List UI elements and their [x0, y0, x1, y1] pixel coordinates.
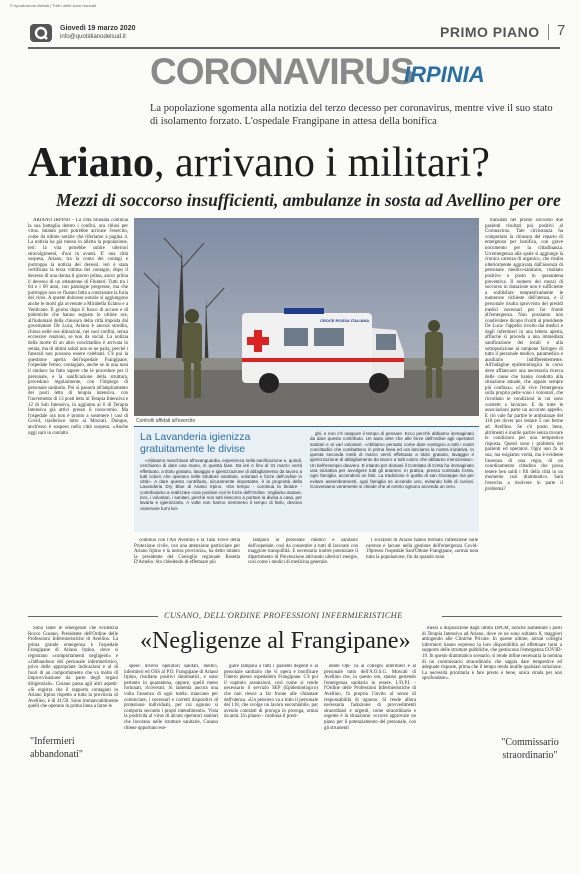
article-col-3: tamponi al personale medico e sanitario dell'ospedale, così da consentire a tutti di lavorare con maggiore tranquillità. E necessario inoltre potenziare il dipartimento di Prevenzione attivando ulteriori energie, così come i medici di medicina generale.	[248, 538, 358, 566]
bottom-kicker: CUSANO, DELL'ORDINE PROFESSIONI INFERMIERISTICHE	[164, 610, 403, 620]
bottom-col-2: spese: diversi operatori sanitari, medici, infermieri ed OSS al P.O. Frangipane di Ariano Irpino, risultano positivi sintomatici, e sono pertanto in quarantena, oppure, quelli meno fortunati, ricoverati. Si lamenta ancora una volta l'assenza di ogni tutela: mancano per cominciare, i necessari e corretti dispositivi di protezione individuali, per cui ognuno si comporta secondo i propri intendimenti». Vista la positività al virus di alcuni operatori sanitari che lavorano nelle strutture sanitarie, Cusano ritiene opportuno ese-	[124, 664, 218, 731]
box-col-a: «Abbiamo macchinari all'avanguardia, esperienza nella sanificazione e, quindi, cerchiamo di dare una mano, in questa fase. Da ieri e fino al 31 marzo verrà effettuato, a titolo gratuito, lavaggio e igienizzazione di abbigliamento da lavoro a tutti coloro che operano nelle strutture sanitarie, volontari e forze dell'ordine in città». A dare questo contributo, sicuramente importante, è la proprietà della Lavanderia Dry Blue di Ariano Irpino. «Da tempo - continua la titolare - contribuiamo a realizzare cose positive con le forze dell'Ordine. Vogliamo aiutare, loro, i volontari, i sanitari, perché non tutti riescono a portare la divisa a casa, per lavarla e igienizzarla. A volte non hanno nemmeno il tempo di farlo, devono osservare turni lun-	[140, 458, 302, 511]
kicker-summary: La popolazione sgomenta alla notizia del terzo decesso per coronavirus, mentre vive il suo stato di isolamento forzato. L'ospedale Frangipane in attesa della bonifica	[150, 103, 553, 127]
article-col-1: ARIANO IRPINO - La città blindata continua la sua battaglia dentro i confini, ora chiusi per virus. Intanto però potrebbe arrivare l'esercito, come da ultime notizie che riferiamo a pagina 4. La notizia ha già messo in allerta la popolazione, ieri: la vita potrebbe subire ulteriori stravolgimenti, d'ora in avanti. E' una città sospesa, Ariano, tra la conta dei contagi e purtroppo la notizia dei decessi: ieri è stata certificata la terza vittima del contagio, dopo il decesso di una donna il giorno prima, ancor prima il decesso di un ottantenne di Flumeri. Tutti tra i 64 e i 69 anni, con patologie pregresse, ma che purtroppo non ce l'hanno fatta a contrastare la furia del virus. A queste dolorose notizie si aggiungono anche le morti già avvenute a Mirabella Eclano e a Venticano. Il giorno dopo il fuoco di accuse e di polemiche che hanno segnato le ultime ore, all'indomani della chiusura della città imposta dal governatore De Luca, Ariano è ancora stordita, chiusa nelle sue abitazioni, nei suoi confini, senza eccessive reazioni, se non da social. La notizia della morte di un altro concittadino è arrivata in serata, ma di ultimi saluti non se ne parla, perché i funerali non possono essere celebrati. C'è poi la questione aperta dell'ospedale Frangipane, l'ospedale fermo, contagiato, anche se in una nota il sindaco ha fatto sapere che le procedure per il personale, e la sanificazione della struttura, procedono regolarmente, con l'impiego di personale sanitario. Poi si passerà all'ampliamento dei posti letto di terapia intensiva, con l'incremento di 13 posti letto in Terapia Intensiva e 12 di Sub Intensiva, in aggiunta ai 6 di Terapia Intensiva già attivi presso il nosocomio. Ma l'ospedale ora non è pronto a sostenere i casi di Covid, trasferisce tutto al Moscati. Dunque, anch'esso è sospeso nella città sospesa. «Anche oggi sarò in contatto	[28, 218, 128, 436]
bottom-col-3: guire tamponi a tutti i pazienti degenti e al personale sanitario che vi opera e bonificare l'intero plesso ospedaliero Frangipane. C'è poi il capitolo assunzioni, così come si rende necessario il servizio SEP (Epidemiologico) che non riesce a far fronte alle chiamate dell'utenza. «Un pensiero va a tutto il personale del 118, che svolge un lavoro encomiabile, pur avendo contratti di proroga in proroga, ormai da anni. Un plauso - continua il presi-	[224, 664, 318, 720]
kicker-title: CORONAVIRUS	[150, 51, 414, 92]
ambulance-label: CROCE ROSSA ITALIANA	[320, 318, 370, 323]
article-col-4: I socialisti di Ariano hanno fermato l'attenzione sulle carenze e lacune nella gestione dell'emergenza Covid-19presso l'ospedale Sant'Ottone Frangipane, «ormai nota tutta la popolazione, fin da quando sono	[366, 538, 478, 560]
kicker-region: IRPINIA	[404, 62, 485, 87]
box-title-1: La Lavanderia igienizza	[140, 431, 251, 443]
bottom-col-5: messi a disposizione dagli ultimi DPCM, nonché aumentare i posti di Terapia Intensiva ad Ariano, dove ce ne sono soltanto 8, maggiori attingendo alle Cliniche Private. In queste ultime, alcuni colleghi infermieri hanno espresso la loro disponibilità ad effettuare turni a supporto delle strutture pubbliche, che gestiscono l'emergenza COVID-19. In questo drammatico scenario, si rende infine necessaria la nomina di un commissario straordinario che sappia dare tempestive ed adeguate risposte, prima che il tempo renda inutile qualsiasi soluzione. La necessità prioritaria è fare presto e bene, unica strada per non sprofondare».	[422, 626, 562, 682]
section-label: PRIMO PIANO	[440, 24, 540, 40]
page-number: 7	[557, 22, 566, 39]
bottom-headline: «Negligenze al Frangipane»	[140, 628, 411, 654]
quote-right: "Commissario straordinario"	[498, 736, 562, 762]
headline-rest: , arrivano i militari?	[154, 140, 490, 186]
contact-email[interactable]: info@quotidianodelsud.it	[60, 34, 126, 40]
news-photo	[134, 218, 479, 416]
headline-bold: Ariano	[28, 140, 154, 186]
quote-left: "Infermieri abbandonati"	[30, 736, 83, 760]
newspaper-logo-icon	[30, 24, 52, 42]
bottom-col-4: dente Opi- va ai colleghi infermieri e al personale tutto dell'A.O.S.G. Moscati di Avellino che, in questo ore, stanno gestendo l'emergenza sanitaria in essere. L'O.P.I. - l'Ordine delle Professioni Infermieristiche di Avellino, fa proprio l'invito al senso di responsabilità di ognuno. Si rende allora necessaria l'adozione di provvedimenti straordinari e urgenti, come straordinaria e urgente è la situazione: occorre approvare un piano per il potenziamento del personale, con gli strumenti	[324, 664, 416, 731]
headline-subtitle: Mezzi di soccorso insufficienti, ambulanze in sosta ad Avellino per ore	[56, 190, 561, 210]
lavanderia-box	[134, 426, 479, 532]
box-title-2: gratuitamente le divise	[140, 443, 246, 455]
box-col-b: ghi, e non c'è neppure il tempo di pensare. Ecco perché abbiamo immaginato da dare questo contributo. Un aiuto oltre che alle forze dell'ordine agli operatori sanitari e ai vari volontari. «Abbiamo pensato come dare sostegno a tutti i nostri concittadini che combattono in prima linea ed ora lanciamo la nostra iniziativa. In questa seconda metà di marzo verrà effettuato a titolo gratuito, lavaggio e igienizzazione di abbigliamento da lavoro a tutti coloro che abbiamo menzionato». Un bell'esempio davvero. E intanto per domani il Comitato di Creta ha immaginato una iniziativa per avvolgere tutti gli arianesi. In pratica, presso contrada Creta, ogni famiglia, accenderà un falò. La tradizione è quella di san Giuseppe ma per evitare assembramenti, ogni famiglia ne accende uno, evitando folle di curiosi. Conveniamo veramente si chiede che al centro ognuno accenda un cero.	[310, 431, 474, 489]
copyright-notice: © riproduzione vietata | Tutti i diritti sono riservati	[10, 3, 97, 8]
bottom-col-1: Sono tante le emergenze che evidenzia Rocco Cusano, Presidente dell'Ordine delle Professioni Infermieristiche di Avellino. La prima grande emergenza è l'ospedale Frangipane di Ariano Irpino, dove si registrano «comportamenti negligenti» e «l'abbandono del personale infermieristico, privo delle appropriate indicazioni e al di fuori di un comportamento che va molto di improvvisazione da parte degli organi dirigenziali». Cusano passa agli altri aspetti: «Si registra che il rapporto contagiati in Ariano Irpino rispetto a tutta la provincia di Avellino, è di 41/59. Sono immancabilmente quelli che operano in prima linea a farne le	[28, 626, 118, 710]
article-col-5: transitati nel pronto soccorso due pazienti risultati poi positivi al Coronavirus. Tale circostanza ha comportato la chiusura del reparto di emergenza per bonifica, con grave nocumento per la cittadinanza. Un'emergenza alla quale si aggiunge la cronica carenza di organico, che risulta ulteriormente aggravata dall'assenza di personale medico-sanitario, risultato positivo o posto in quarantena preventiva. Il numero dei mezzi di soccorso in dotazione non è sufficiente a soddisfare tempestivamente le numerose richieste dell'utenza, e il personale risulta sprovvisto dei presidi medici necessari per far fronte all'emergenza. Non possiamo non condividere dicono rivolti al presidente De Luca- l'appello rivolto dai medici e dagli infermieri in una lettera aperta, affinché si proceda a una immediata sanificazione dei locali e alla sottoposizione al tampone faringeo di tutto il personale medico, paramedico e ausiliario indifferentemente. All'indagine epidemiologica in corso deve affiancarsi una necessaria ricerca delle cause che hanno condotto alla situazione attuale, che appare sempre più confusa». «Chi vive l'emergenza sulla propria pelle sono i volontari, che ricordano le condizioni in cui sono costretti a lavorare. E da tutte le associazioni parte un accorato appello. E ciò vale far partire le ambulanze del 118 per dover poi restare 5 ore ferme ad Avellino. Se c'è posto bene, altrimenti è inutile partire senza trovare le condizioni per una tempestiva risposta. Questi sono i problemi dei pazienti ed operatori. Ogni uno fa la sua, ma esigiamo verità, ma è evidente l'assenza di una regia, di un coordinamento cittadino che possa tenere ben saldi i fili della città in un momento così drammatico. Sarà l'esercito a risolvere in parte il problema?	[485, 218, 563, 492]
article-col-2: continuo con l'Asl Avellino e la Task Force della Protezione civile, con una attenzione particolare per Ariano Irpino e la nostra provincia», ha detto intanto la presidente del Consiglio regionale Rosetta D'Amelio. Sto chiedendo di effettuare più	[134, 538, 240, 566]
issue-date: Giovedì 19 marzo 2020	[60, 25, 136, 32]
main-headline	[28, 140, 568, 186]
masthead	[30, 22, 566, 46]
photo-caption: Controlli affidati all'esercito	[136, 418, 196, 424]
